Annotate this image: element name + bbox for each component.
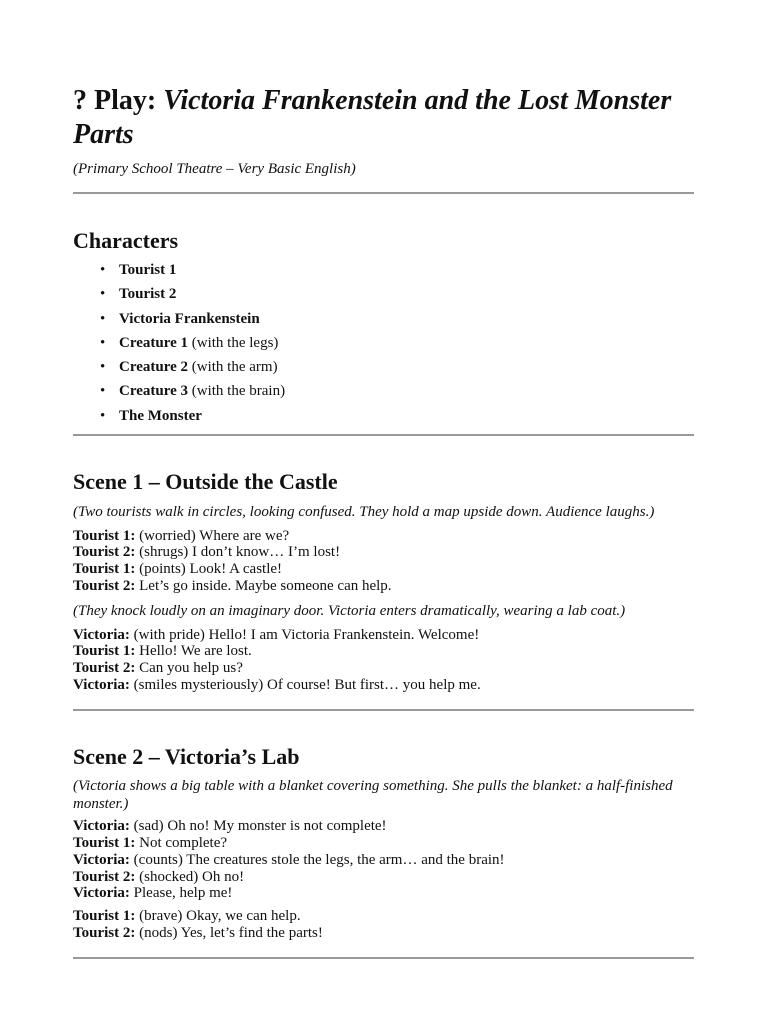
speaker: Victoria: [73,885,130,902]
line-text: Can you help us? [135,660,243,676]
title-italic: Victoria Frankenstein and the Lost Monster Parts [73,85,672,150]
document-page [73,0,694,959]
speaker: Tourist 2: [73,660,136,676]
characters-list [73,261,694,425]
scene1-heading: Scene 1 – Outside the Castle [73,468,338,494]
line-text: (sad) Oh no! My monster is not complete! [129,818,387,835]
bullet: • [100,310,106,327]
character-item [100,382,694,400]
dialogue-block [73,908,694,941]
line-text: (smiles mysteriously) Of course! But first… you help me. [129,676,481,693]
bullet: • [100,383,106,400]
scene2-heading: Scene 2 – Victoria’s Lab [73,744,300,770]
character-item [100,358,694,376]
dialogue-line [73,925,694,942]
speaker: Tourist 2: [73,544,136,561]
speaker: Tourist 1: [73,561,136,578]
dialogue-line [73,627,694,644]
line-text: Hello! We are lost. [135,643,252,660]
speaker: Tourist 1: [73,527,136,544]
speaker: Tourist 1: [73,835,136,852]
dialogue-line [73,852,694,869]
dialogue-line [73,677,694,694]
speaker: Victoria: [73,818,130,835]
speaker: Tourist 2: [73,924,136,941]
line-text: (points) Look! A castle! [135,561,283,578]
line-text: (brave) Okay, we can help. [135,907,301,924]
dialogue-line [73,561,694,578]
dialogue-block [73,818,694,902]
line-text: (counts) The creatures stole the legs, the arm… and the brain! [129,851,505,868]
line-text: (with pride) Hello! I am Victoria Frankenstein. Welcome! [129,626,480,643]
dialogue-block [73,528,694,595]
character-item [100,407,694,425]
speaker: Victoria: [73,676,130,693]
character-name: The Monster [119,407,202,424]
title-prefix: ? Play: [73,85,164,116]
divider [73,192,694,194]
speaker: Tourist 2: [73,868,136,885]
divider [73,957,694,959]
divider [73,709,694,711]
dialogue-line [73,869,694,886]
stage-direction: (Two tourists walk in circles, looking confused. They hold a map upside down. Audience laughs.) [73,503,655,520]
line-text: (shrugs) I don’t know… I’m lost! [135,544,341,561]
character-item [100,334,694,352]
dialogue-line [73,818,694,835]
character-item [100,310,694,328]
speaker: Tourist 1: [73,643,136,660]
line-text: Please, help me! [129,885,233,902]
dialogue-line [73,578,694,595]
line-text: Not complete? [135,835,228,852]
bullet: • [100,262,106,278]
character-note: (with the arm) [188,359,278,376]
line-text: Let’s go inside. Maybe someone can help. [135,577,392,594]
bullet: • [100,286,106,303]
bullet: • [100,334,106,351]
dialogue-line [73,835,694,852]
dialogue-line [73,544,694,561]
page-subtitle: (Primary School Theatre – Very Basic English) [73,161,356,177]
character-note: (with the legs) [188,334,279,351]
speaker: Victoria: [73,851,130,868]
character-name: Tourist 1 [119,262,177,278]
dialogue-line [73,885,694,902]
character-item [100,285,694,303]
stage-direction: (They knock loudly on an imaginary door. Victoria enters dramatically, wearing a lab coat.) [73,602,626,619]
character-name: Tourist 2 [119,286,177,303]
speaker: Tourist 1: [73,907,136,924]
dialogue-line [73,660,694,677]
dialogue-line [73,528,694,545]
character-name: Victoria Frankenstein [119,310,260,327]
character-name: Creature 2 [119,359,189,376]
bullet: • [100,407,106,424]
characters-heading: Characters [73,228,179,253]
character-item [100,261,694,279]
character-name: Creature 1 [119,334,189,351]
character-note: (with the brain) [188,383,286,400]
speaker: Victoria: [73,626,130,643]
speaker: Tourist 2: [73,577,136,594]
dialogue-block [73,627,694,694]
dialogue-line [73,643,694,660]
bullet: • [100,359,106,376]
line-text: (nods) Yes, let’s find the parts! [135,924,323,941]
divider [73,434,694,436]
character-name: Creature 3 [119,383,189,400]
page-title [73,84,694,152]
stage-direction: (Victoria shows a big table with a blanket covering something. She pulls the blanket: a half-finished monster.) [73,778,673,813]
line-text: (shocked) Oh no! [135,868,245,885]
line-text: (worried) Where are we? [135,527,290,544]
dialogue-line [73,908,694,925]
